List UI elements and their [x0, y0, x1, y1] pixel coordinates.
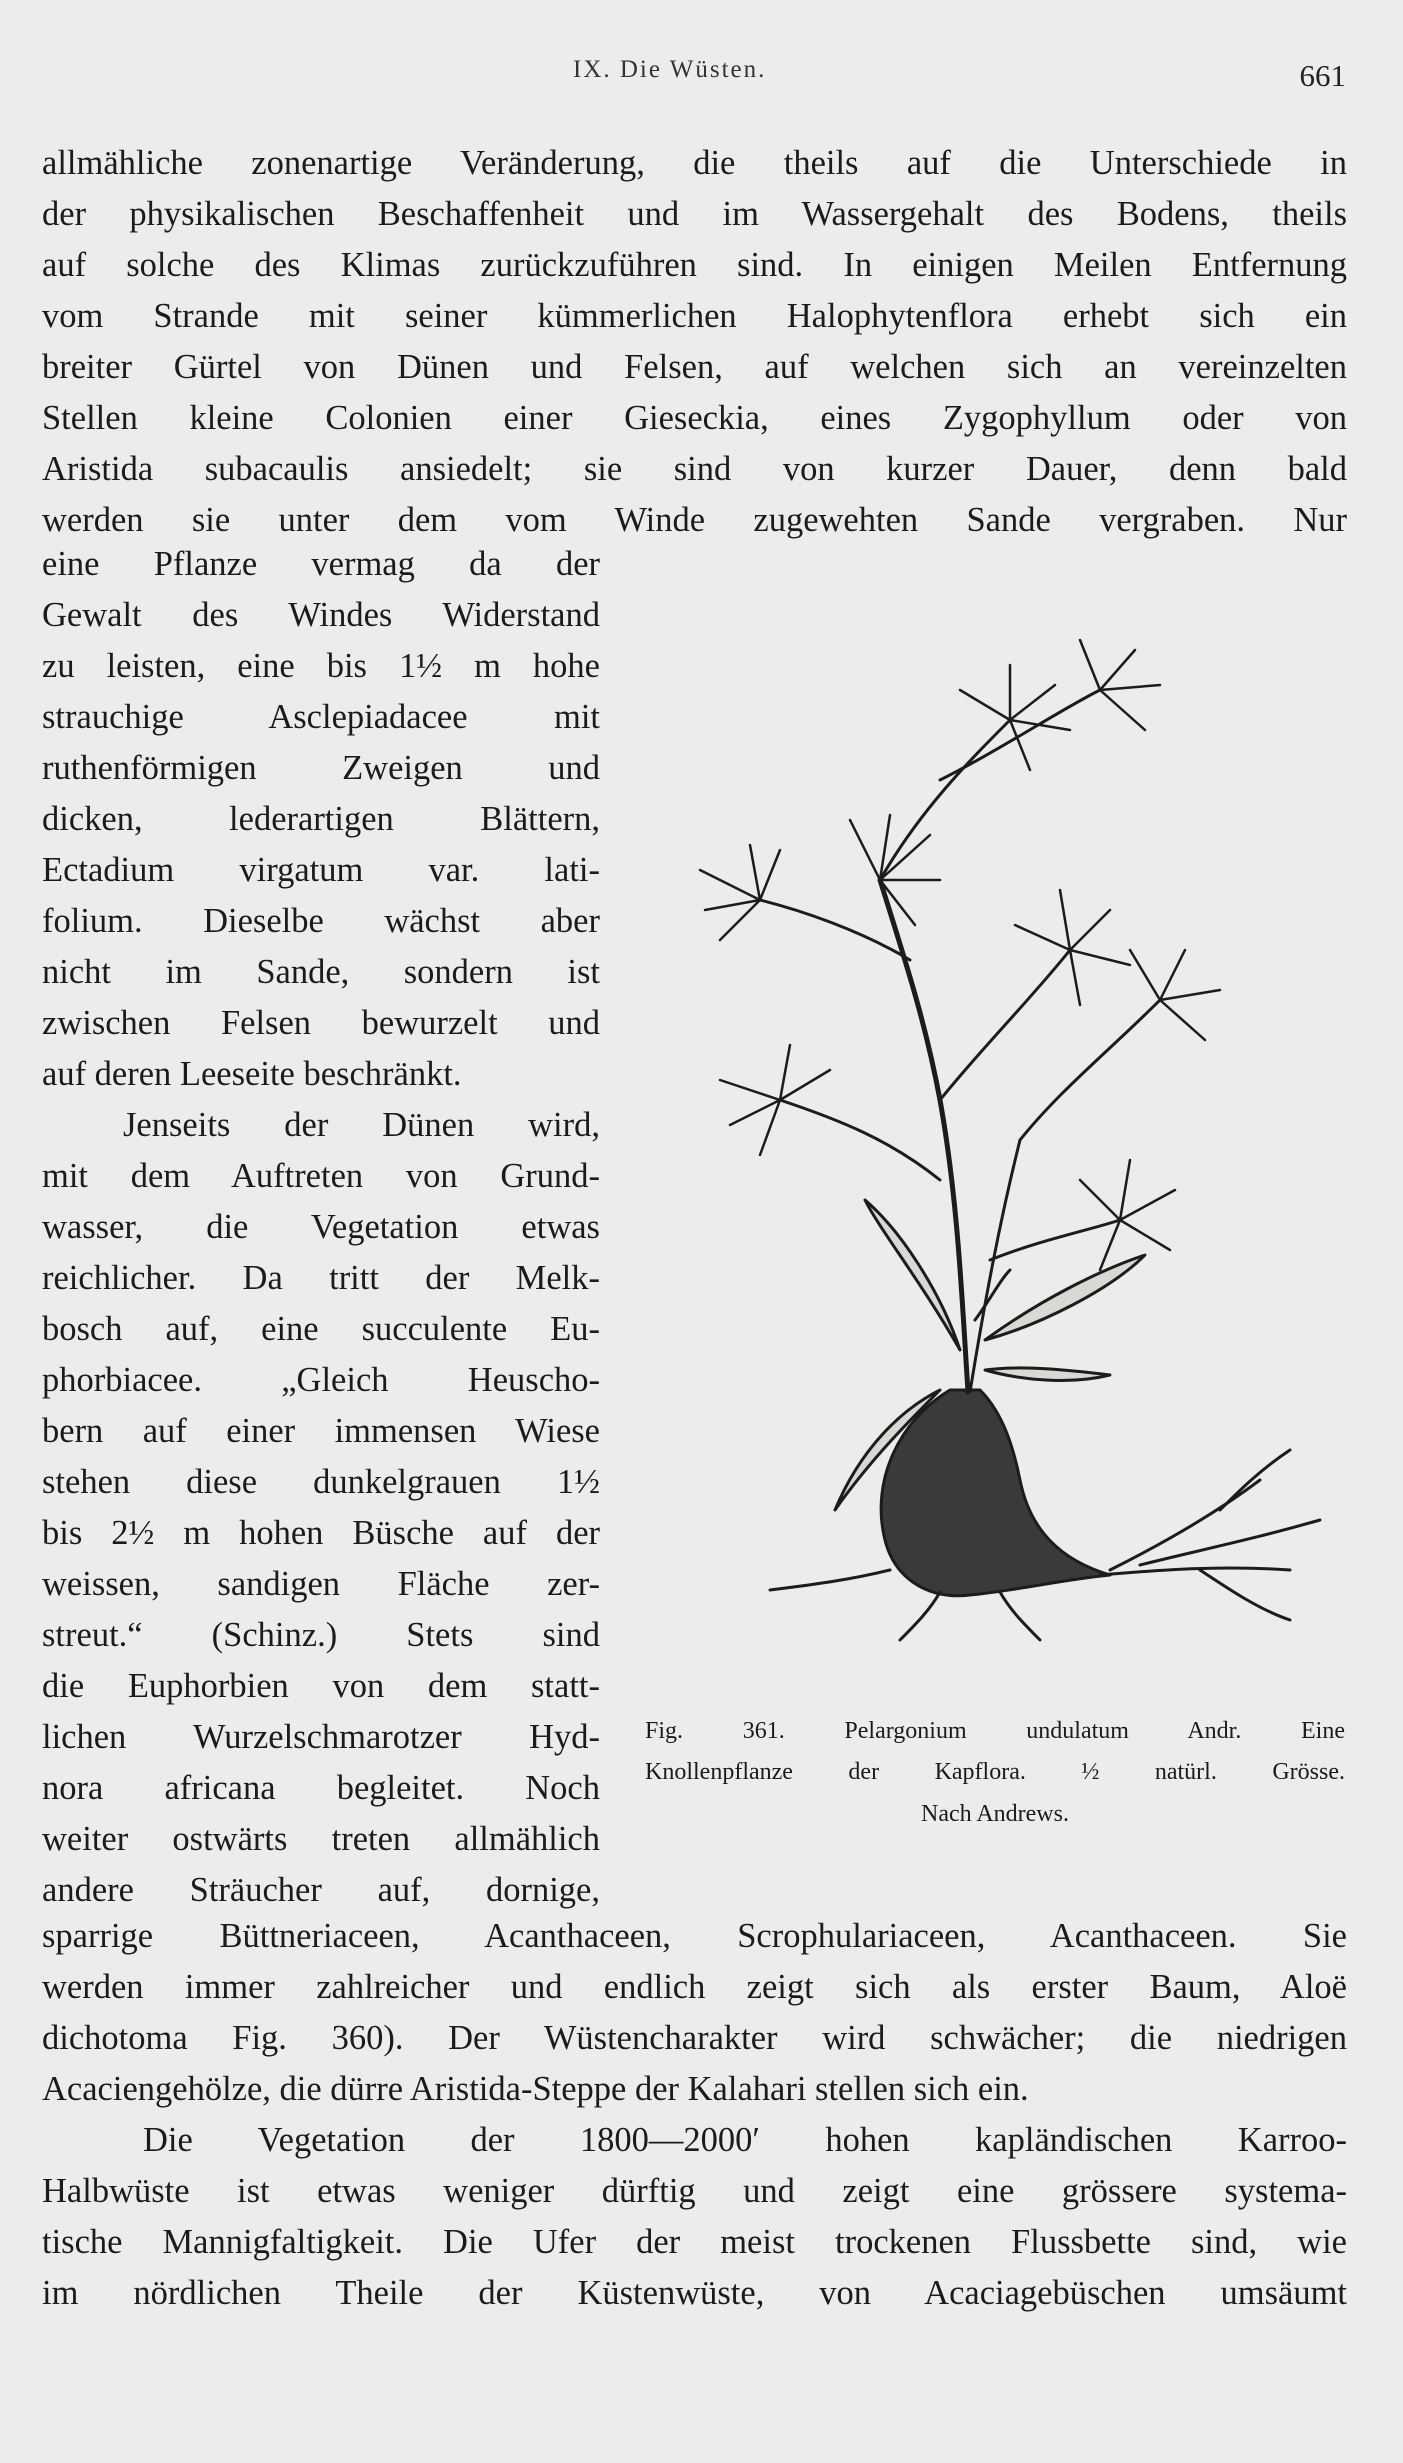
column-line: bern auf einer immensen Wiese: [42, 1412, 600, 1450]
column-line: dicken, lederartigen Blättern,: [42, 800, 600, 838]
column-line: weiter ostwärts treten allmählich: [42, 1820, 600, 1858]
column-line: zu leisten, eine bis 1½ m hohe: [42, 647, 600, 685]
body-line: tische Mannigfaltigkeit. Die Ufer der meist trockenen Flussbette sind, wie: [42, 2223, 1347, 2261]
body-line: werden sie unter dem vom Winde zugewehten Sande vergraben. Nur: [42, 501, 1347, 539]
column-line: weissen, sandigen Fläche zer-: [42, 1565, 600, 1603]
figure-caption-line: Fig. 361. Pelargonium undulatum Andr. Eine: [645, 1718, 1345, 1744]
column-line: Jenseits der Dünen wird,: [123, 1106, 600, 1144]
column-line: andere Sträucher auf, dornige,: [42, 1871, 600, 1909]
column-line: bis 2½ m hohen Büsche auf der: [42, 1514, 600, 1552]
figure-caption-line: Nach Andrews.: [921, 1801, 1069, 1827]
column-line: streut.“ (Schinz.) Stets sind: [42, 1616, 600, 1654]
column-line: stehen diese dunkelgrauen 1½: [42, 1463, 600, 1501]
column-line: strauchige Asclepiadacee mit: [42, 698, 600, 736]
column-line: Gewalt des Windes Widerstand: [42, 596, 600, 634]
column-line: bosch auf, eine succulente Eu-: [42, 1310, 600, 1348]
body-line: sparrige Büttneriaceen, Acanthaceen, Scrophulariaceen, Acanthaceen. Sie: [42, 1917, 1347, 1955]
body-line: Acaciengehölze, die dürre Aristida-Steppe der Kalahari stellen sich ein.: [42, 2070, 1029, 2108]
column-line: nora africana begleitet. Noch: [42, 1769, 600, 1807]
page-number: 661: [1299, 58, 1346, 93]
body-line: Halbwüste ist etwas weniger dürftig und zeigt eine grössere systema-: [42, 2172, 1347, 2210]
column-line: nicht im Sande, sondern ist: [42, 953, 600, 991]
plant-illustration: [640, 580, 1340, 1690]
column-line: lichen Wurzelschmarotzer Hyd-: [42, 1718, 600, 1756]
column-line: zwischen Felsen bewurzelt und: [42, 1004, 600, 1042]
column-line: die Euphorbien von dem statt-: [42, 1667, 600, 1705]
column-line: phorbiacee. „Gleich Heuscho-: [42, 1361, 600, 1399]
column-line: wasser, die Vegetation etwas: [42, 1208, 600, 1246]
body-line: der physikalischen Beschaffenheit und im Wassergehalt des Bodens, theils: [42, 195, 1347, 233]
body-line: im nördlichen Theile der Küstenwüste, von Acaciagebüschen umsäumt: [42, 2274, 1347, 2312]
body-line: breiter Gürtel von Dünen und Felsen, auf welchen sich an vereinzelten: [42, 348, 1347, 386]
column-line: ruthenförmigen Zweigen und: [42, 749, 600, 787]
body-line: werden immer zahlreicher und endlich zeigt sich als erster Baum, Aloë: [42, 1968, 1347, 2006]
column-line: auf deren Leeseite beschränkt.: [42, 1055, 462, 1093]
body-line: vom Strande mit seiner kümmerlichen Halophytenflora erhebt sich ein: [42, 297, 1347, 335]
column-line: eine Pflanze vermag da der: [42, 545, 600, 583]
column-line: Ectadium virgatum var. lati-: [42, 851, 600, 889]
pelargonium-drawing: [640, 580, 1340, 1690]
body-line: Aristida subacaulis ansiedelt; sie sind von kurzer Dauer, denn bald: [42, 450, 1347, 488]
column-line: mit dem Auftreten von Grund-: [42, 1157, 600, 1195]
body-line: dichotoma Fig. 360). Der Wüstencharakter wird schwächer; die niedrigen: [42, 2019, 1347, 2057]
body-line: Stellen kleine Colonien einer Gieseckia, eines Zygophyllum oder von: [42, 399, 1347, 437]
page-header: [0, 56, 1403, 96]
body-line: allmähliche zonenartige Veränderung, die theils auf die Unterschiede in: [42, 144, 1347, 182]
running-title: IX. Die Wüsten.: [573, 56, 767, 83]
figure-caption-line: Knollenpflanze der Kapflora. ½ natürl. Grösse.: [645, 1759, 1345, 1785]
column-line: reichlicher. Da tritt der Melk-: [42, 1259, 600, 1297]
body-line: Die Vegetation der 1800—2000′ hohen kapländischen Karroo-: [143, 2121, 1347, 2159]
column-line: folium. Dieselbe wächst aber: [42, 902, 600, 940]
body-line: auf solche des Klimas zurückzuführen sind. In einigen Meilen Entfernung: [42, 246, 1347, 284]
